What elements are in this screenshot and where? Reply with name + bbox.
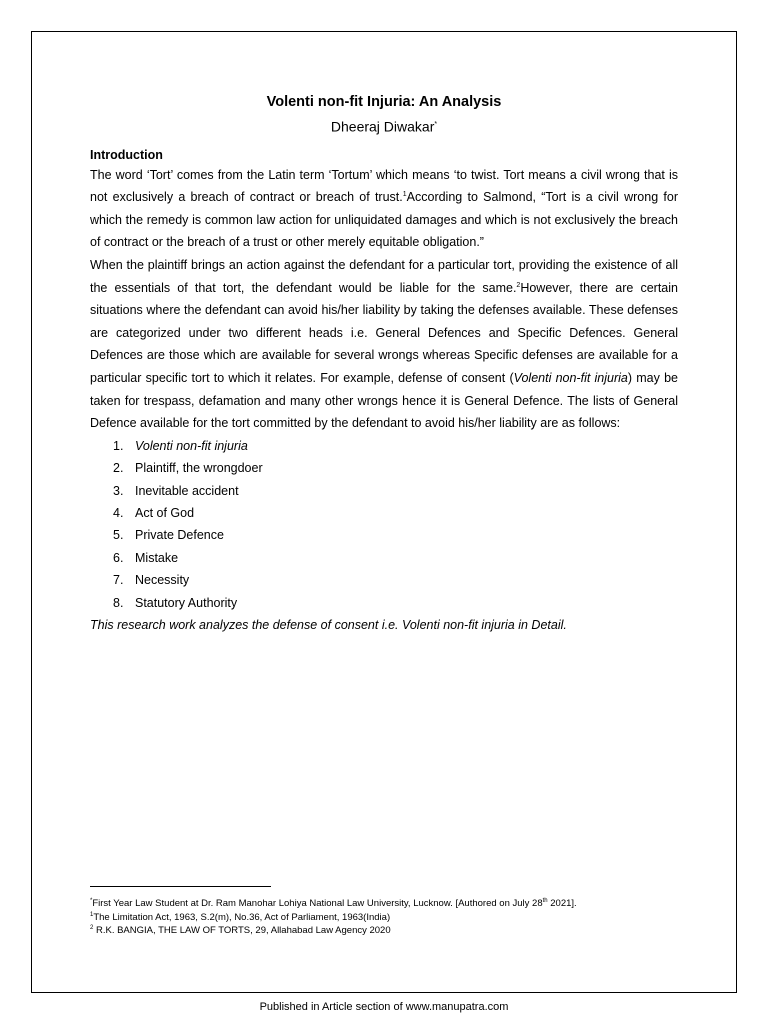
author-footnote-marker[interactable]: *	[434, 121, 438, 128]
paragraph-1: The word ‘Tort’ comes from the Latin term ‘Tortum’ which means ‘to twist. Tort means a civil wrong that is not exclusively a breach of contract or breach of trust.$^1$According to Salmond, “Tort is a civil wrong for which the remedy is common law action for unliquidated damages and which is not exclusively the breach of contract or the breach of a trust or other merely equitable obligation.”	[90, 167, 678, 250]
closing-statement: This research work analyzes the defense of consent i.e. Volenti non-fit injuria in Detail.	[90, 618, 567, 633]
publication-footer: Published in Article section of www.manupatra.com	[259, 1001, 509, 1013]
list-item: 6. Mistake	[113, 550, 179, 565]
list-item: 4. Act of God	[113, 506, 195, 520]
general-defences-list	[90, 435, 678, 614]
footnote-star: *First Year Law Student at Dr. Ram Manohar Lohiya National Law University, Lucknow. [Authored on July 28th 2021].	[90, 898, 577, 910]
list-item: 7. Necessity	[113, 573, 190, 588]
footnote-ref-2[interactable]: 2	[516, 281, 521, 289]
footnote-ref-1[interactable]: 1	[402, 191, 407, 199]
list-item: 5. Private Defence	[113, 528, 224, 543]
list-item: 2. Plaintiff, the wrongdoer	[113, 461, 263, 476]
list-item: 1. Volenti non-fit injuria	[113, 438, 248, 453]
article-body	[90, 92, 678, 636]
article-title: Volenti non-fit Injuria: An Analysis	[266, 94, 502, 110]
list-item: 8. Statutory Authority	[113, 595, 238, 610]
list-item: 3. Inevitable accident	[113, 483, 239, 498]
paragraph-2: When the plaintiff brings an action against the defendant for a particular tort, providing the existence of all the essentials of that tort, the defendant would be liable for the same.$^2$However, there are certain situations where the defendant can avoid his/her liability by taking the defenses available. These defenses are categorized under two different heads i.e. General Defences and Specific Defences. General Defences are those which are available for several wrongs whereas Specific defenses are available for a particular specific tort to which it relates. For example, defense of consent (Volenti non-fit injuria) may be taken for trespass, defamation and many other wrongs hence it is General Defence. The lists of General Defence available for the tort committed by the defendant to avoid his/her liability are as follows:	[90, 258, 678, 431]
footnote-1: $^1$The Limitation Act, 1963, S.2(m), No.36, Act of Parliament, 1963(India)	[90, 911, 391, 923]
footnotes	[90, 896, 690, 937]
author-name: Dheeraj Diwakar	[330, 118, 435, 135]
author-line	[90, 115, 678, 137]
footnote-divider	[90, 886, 271, 887]
emphasis-volenti: Volenti non-fit injuria	[513, 371, 628, 385]
footnote-2: $^2$ R.K. BANGIA, THE LAW OF TORTS, 29, Allahabad Law Agency 2020	[90, 925, 391, 937]
introduction-heading: Introduction	[90, 147, 163, 162]
